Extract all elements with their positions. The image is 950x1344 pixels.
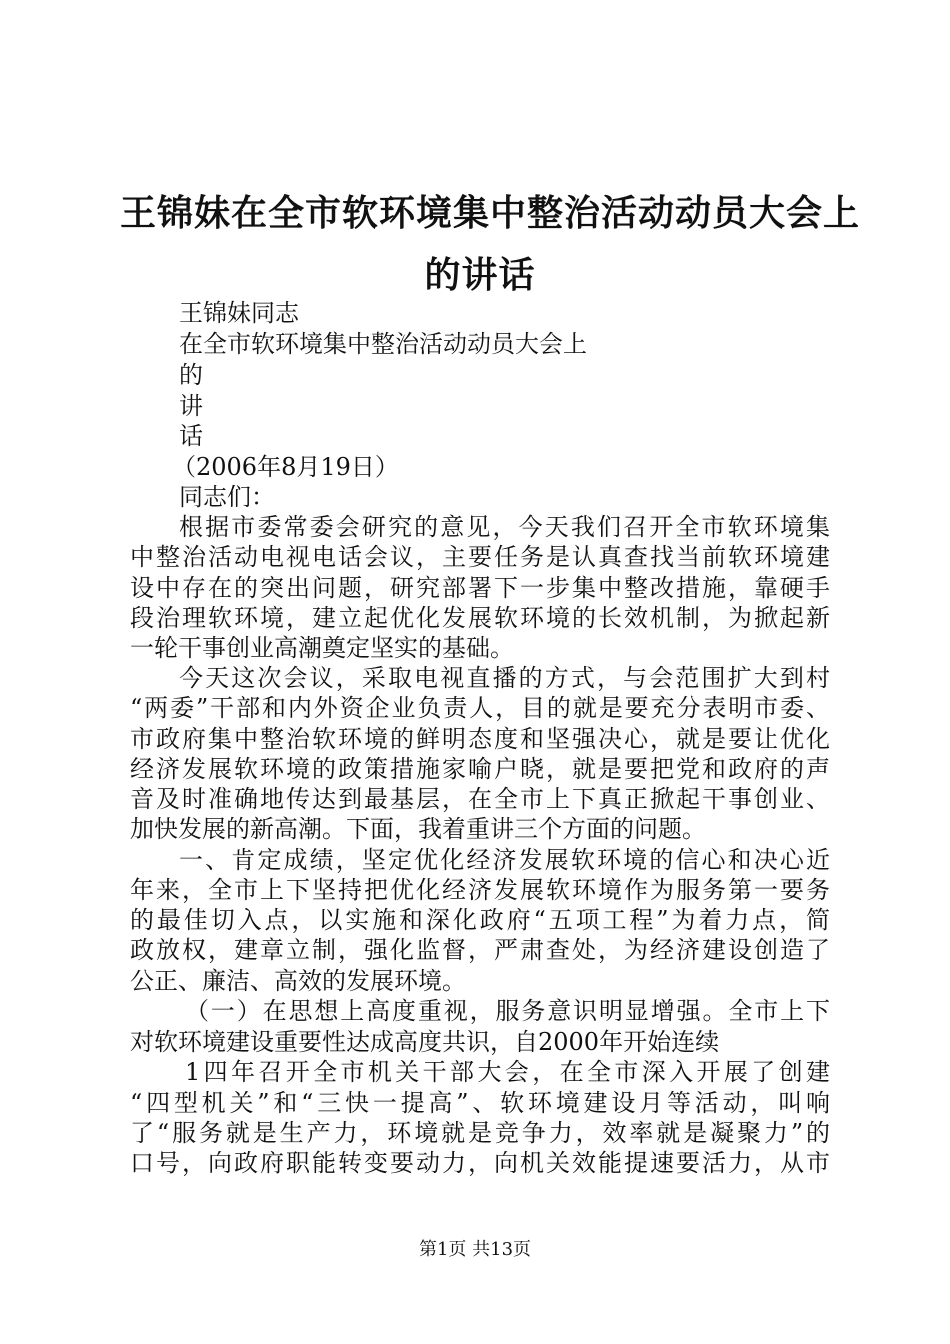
document-title [120,183,861,307]
page-footer: 第1页 共13页 [418,1239,532,1260]
date-line: （2006年8月19日） [172,453,399,481]
body-line: 1四年召开全市机关干部大会，在全市深入开展了创建 [185,1058,830,1086]
body-line: 政放权，建章立制，强化监督，严肃查处，为经济建设创造了 [130,936,830,964]
title-line-2: 的讲话 [424,255,536,296]
body-line: 一轮干事创业高潮奠定坚实的基础。 [130,634,514,662]
body-line: “两委”干部和内外资企业负责人，目的就是要充分表明市委、 [130,694,830,722]
body-line: 经济发展软环境的政策措施家喻户晓，就是要把党和政府的声 [130,755,830,783]
body-line: 音及时准确地传达到最基层，在全市上下真正掀起干事创业、 [130,785,830,813]
body-line: 中整治活动电视电话会议，主要任务是认真查找当前软环境建 [130,543,830,571]
body-line: 对软环境建设重要性达成高度共识，自2000年开始连续 [130,1028,720,1056]
subtitle-char-jiang: 讲 [179,392,203,420]
body-line: 市政府集中整治软环境的鲜明态度和坚强决心，就是要让优化 [130,725,830,753]
body-line: 设中存在的突出问题，研究部署下一步集中整改措施，靠硬手 [130,574,830,602]
body-line: 的最佳切入点，以实施和深化政府“五项工程”为着力点，简 [130,906,830,934]
author-line: 王锦妹同志 [179,299,299,327]
body-line: 根据市委常委会研究的意见，今天我们召开全市软环境集 [179,513,830,541]
subtitle-char-de: 的 [179,361,203,389]
body-line: 年来，全市上下坚持把优化经济发展软环境作为服务第一要务 [130,876,830,904]
subtitle-char-hua: 话 [179,422,203,450]
body-line: “四型机关”和“三快一提高”、软环境建设月等活动，叫响 [130,1089,830,1117]
body-line: 公正、廉洁、高效的发展环境。 [130,967,466,995]
body-line: 段治理软环境，建立起优化发展软环境的长效机制，为掀起新 [130,604,830,632]
subtitle-line: 在全市软环境集中整治活动动员大会上 [179,330,587,358]
body-line: 了“服务就是生产力，环境就是竞争力，效率就是凝聚力”的 [130,1119,830,1147]
body-line: 今天这次会议，采取电视直播的方式，与会范围扩大到村 [179,664,830,692]
body-line: 一、肯定成绩，坚定优化经济发展软环境的信心和决心近 [179,846,830,874]
body-line: （一）在思想上高度重视，服务意识明显增强。全市上下 [185,997,830,1025]
title-line-1: 王锦妹在全市软环境集中整治活动动员大会上 [120,193,861,234]
body-line: 加快发展的新高潮。下面，我着重讲三个方面的问题。 [130,815,706,843]
body-line: 口号，向政府职能转变要动力，向机关效能提速要活力，从市 [130,1149,830,1177]
salutation: 同志们： [179,483,275,511]
